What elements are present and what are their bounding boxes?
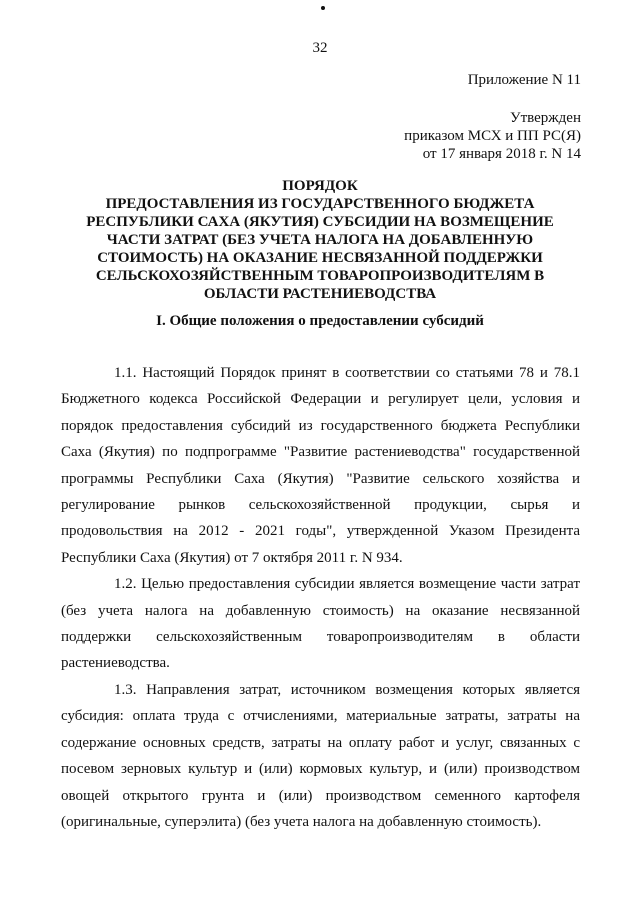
approval-block [404, 109, 581, 163]
body-line: 1.2. Целью предоставления субсидии является возмещение части затрат [114, 576, 580, 593]
body-line: поддержки сельскохозяйственным товаропроизводителям в области [61, 629, 580, 646]
approval-line: приказом МСХ и ПП РС(Я) [404, 128, 581, 144]
body-line: программы Республики Саха (Якутия) "Развитие сельского хозяйства и [61, 470, 580, 487]
document-title [60, 177, 580, 303]
title-line: ПРЕДОСТАВЛЕНИЯ ИЗ ГОСУДАРСТВЕННОГО БЮДЖЕТА [105, 196, 535, 212]
body-line: Республики Саха (Якутия) от 7 октября 2011 г. N 934. [61, 549, 403, 566]
document-body [61, 360, 580, 835]
annex-label: Приложение N 11 [467, 72, 581, 88]
body-line: растениеводства. [61, 655, 170, 672]
title-line: РЕСПУБЛИКИ САХА (ЯКУТИЯ) СУБСИДИИ НА ВОЗМЕЩЕНИЕ [86, 214, 554, 230]
paragraph-1-2 [61, 571, 580, 677]
body-line: 1.1. Настоящий Порядок принят в соответствии со статьями 78 и 78.1 [114, 365, 580, 381]
body-line: Саха (Якутия) по подпрограмме "Развитие растениеводства" государственной [61, 444, 580, 461]
paragraph-1-3 [61, 677, 580, 835]
body-line: порядок предоставления субсидий из государственного бюджета Республики [61, 417, 580, 434]
paragraph-1-1 [61, 360, 580, 571]
body-line: содержание основных средств, затраты на оплату работ и услуг, связанных с [61, 734, 580, 751]
body-line: (оригинальные, суперэлита) (без учета налога на добавленную стоимость). [61, 813, 542, 830]
body-line: овощей открытого грунта и (или) производством семенного картофеля [61, 787, 580, 804]
scan-dot-mark [321, 6, 325, 10]
title-line: ОБЛАСТИ РАСТЕНИЕВОДСТВА [203, 286, 437, 302]
title-line: ЧАСТИ ЗАТРАТ (БЕЗ УЧЕТА НАЛОГА НА ДОБАВЛЕННУЮ [106, 232, 534, 248]
body-line: (без учета налога на добавленную стоимость) на оказание несвязанной [61, 602, 580, 619]
body-line: продовольствия на 2012 - 2021 годы", утвержденной Указом Президента [61, 523, 580, 540]
body-line: регулирование рынков сельскохозяйственной продукции, сырья и [61, 497, 580, 514]
title-line: ПОРЯДОК [282, 178, 358, 194]
approval-line: от 17 января 2018 г. N 14 [422, 146, 581, 162]
body-line: 1.3. Направления затрат, источником возмещения которых является [114, 681, 580, 698]
body-line: посевом зерновых культур и (или) кормовых культур, и (или) производством [61, 761, 580, 778]
body-line: Бюджетного кодекса Российской Федерации и регулирует цели, условия и [61, 391, 580, 408]
body-line: субсидия: оплата труда с отчислениями, материальные затраты, затраты на [61, 708, 580, 725]
section-heading: I. Общие положения о предоставлении субсидий [156, 313, 484, 329]
title-line: СЕЛЬСКОХОЗЯЙСТВЕННЫМ ТОВАРОПРОИЗВОДИТЕЛЯМ В [95, 268, 545, 284]
approval-line: Утвержден [509, 110, 581, 126]
page-number: 32 [312, 40, 328, 56]
title-line: СТОИМОСТЬ) НА ОКАЗАНИЕ НЕСВЯЗАННОЙ ПОДДЕРЖКИ [97, 250, 543, 266]
